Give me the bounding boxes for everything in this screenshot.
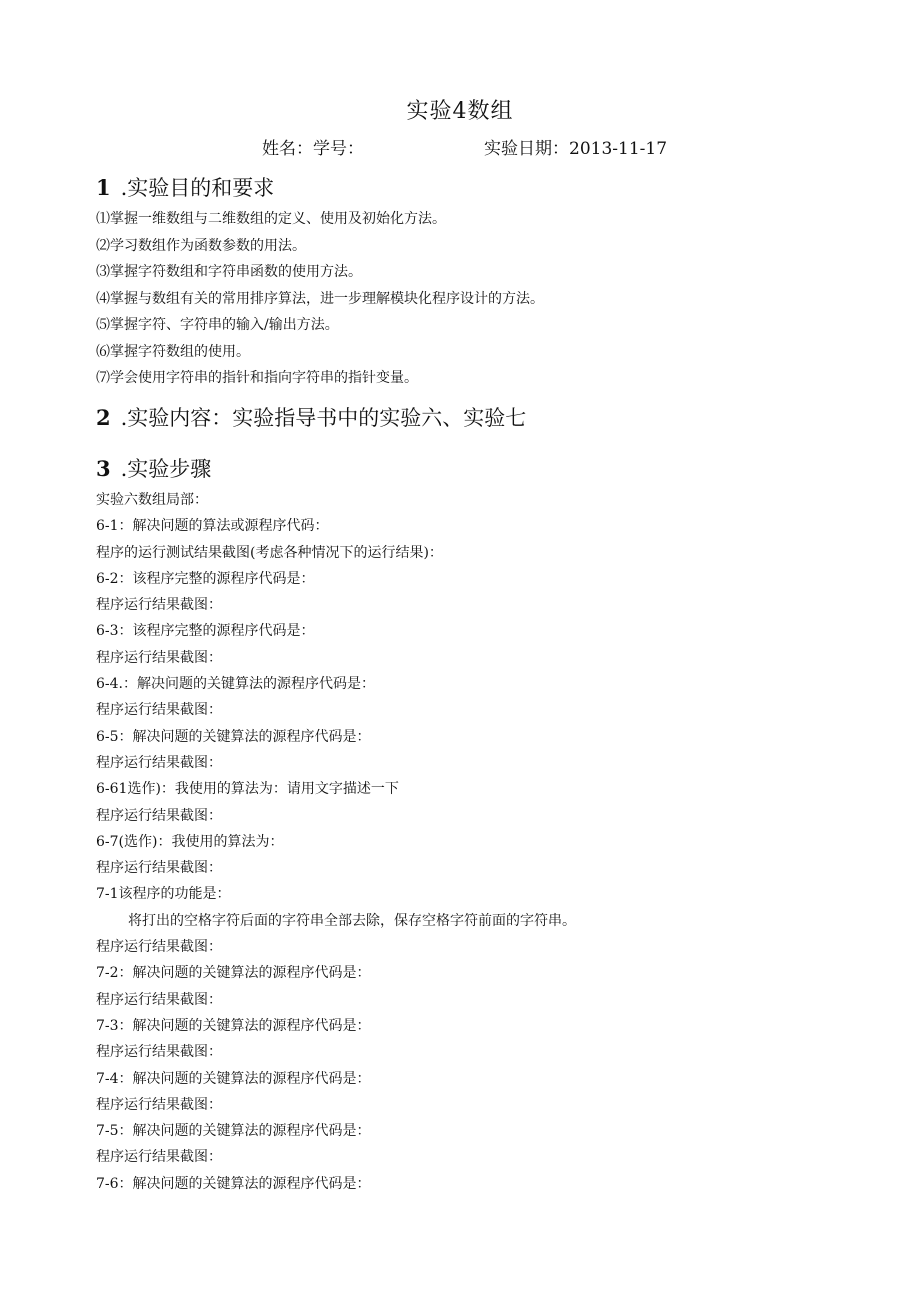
document-title: 实验4数组 xyxy=(406,99,514,124)
step-line: 6-4.：解决问题的关键算法的源程序代码是： xyxy=(96,676,375,693)
step-line: 6-7(选作)：我使用的算法为： xyxy=(96,833,284,850)
step-description: 将打出的空格字符后面的字符串全部去除，保存空格字符前面的字符串。 xyxy=(128,912,576,929)
steps-list xyxy=(96,487,856,1197)
section3-heading xyxy=(96,453,211,483)
objective-item: ⑴掌握一维数组与二维数组的定义、使用及初始化方法。 xyxy=(96,211,446,227)
section1-title: .实验目的和要求 xyxy=(120,176,275,200)
step-line: 6-5：解决问题的关键算法的源程序代码是： xyxy=(96,728,371,745)
experiment-date: 实验日期：2013-11-17 xyxy=(484,139,668,159)
objective-item: ⑶掌握字符数组和字符串函数的使用方法。 xyxy=(96,264,362,280)
step-line: 程序运行结果截图： xyxy=(96,1096,222,1113)
step-line: 程序运行结果截图： xyxy=(96,702,222,719)
step-line: 程序运行结果截图： xyxy=(96,860,222,877)
step-line: 7-1该程序的功能是： xyxy=(96,886,231,903)
step-line: 6-1：解决问题的算法或源程序代码： xyxy=(96,518,329,535)
step-line: 程序运行结果截图： xyxy=(96,991,222,1008)
student-info xyxy=(262,134,668,159)
objective-item: ⑹掌握字符数组的使用。 xyxy=(96,343,250,360)
step-line: 7-2：解决问题的关键算法的源程序代码是： xyxy=(96,965,371,982)
step-line: 程序的运行测试结果截图(考虑各种情况下的运行结果)： xyxy=(96,544,443,561)
section2-heading xyxy=(96,402,526,432)
step-line: 6-3：该程序完整的源程序代码是： xyxy=(96,623,315,640)
step-line: 程序运行结果截图： xyxy=(96,939,222,956)
objective-item: ⑸掌握字符、字符串的输入/输出方法。 xyxy=(96,317,339,333)
objective-item: ⑵学习数组作为函数参数的用法。 xyxy=(96,237,306,254)
section1-number: 1 xyxy=(96,175,111,200)
step-line: 7-4：解决问题的关键算法的源程序代码是： xyxy=(96,1070,371,1087)
step-line: 程序运行结果截图： xyxy=(96,1149,222,1166)
step-line: 6-2：该程序完整的源程序代码是： xyxy=(96,570,315,587)
objective-item: ⑺学会使用字符串的指针和指向字符串的指针变量。 xyxy=(96,370,418,386)
section3-title: .实验步骤 xyxy=(120,457,212,481)
step-line: 7-3：解决问题的关键算法的源程序代码是： xyxy=(96,1017,371,1034)
name-id-label: 姓名：学号： xyxy=(262,139,364,159)
step-line: 7-5：解决问题的关键算法的源程序代码是： xyxy=(96,1123,371,1140)
step-line: 程序运行结果截图： xyxy=(96,649,222,666)
objective-item: ⑷掌握与数组有关的常用排序算法，进一步理解模块化程序设计的方法。 xyxy=(96,290,544,307)
step-line: 6-61选作)：我使用的算法为：请用文字描述一下 xyxy=(96,781,399,798)
step-line: 程序运行结果截图： xyxy=(96,807,222,824)
step-line: 7-6：解决问题的关键算法的源程序代码是： xyxy=(96,1175,371,1192)
step-line: 程序运行结果截图： xyxy=(96,754,222,771)
step-line: 实验六数组局部： xyxy=(96,492,208,508)
step-line: 程序运行结果截图： xyxy=(96,1044,222,1061)
step-line: 程序运行结果截图： xyxy=(96,597,222,614)
section1-heading xyxy=(96,172,274,202)
section3-number: 3 xyxy=(96,456,111,481)
section2-title: .实验内容：实验指导书中的实验六、实验七 xyxy=(120,406,527,430)
section2-number: 2 xyxy=(96,405,111,430)
objectives-list xyxy=(96,206,856,392)
